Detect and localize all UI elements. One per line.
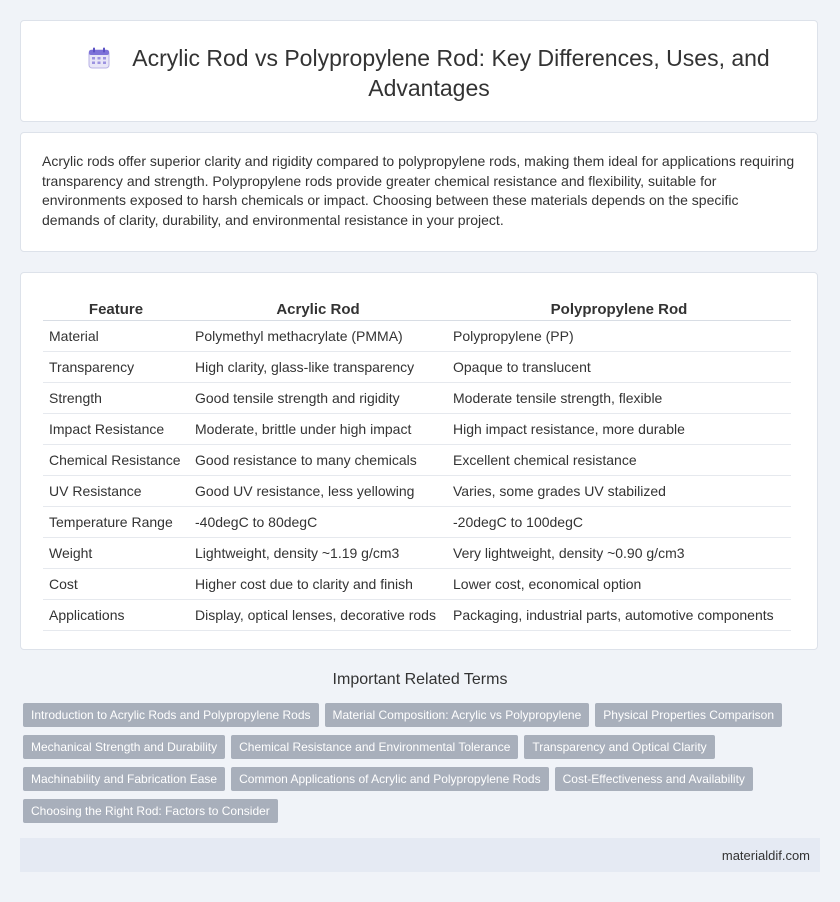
related-terms-title: Important Related Terms (332, 671, 508, 688)
table-cell: -40degC to 80degC (189, 507, 447, 538)
table-row (43, 414, 791, 445)
table-cell: Good resistance to many chemicals (189, 445, 447, 476)
table-cell: Polymethyl methacrylate (PMMA) (189, 321, 447, 352)
table-cell: Good UV resistance, less yellowing (189, 476, 447, 507)
table-row (43, 476, 791, 507)
related-term-tag[interactable]: Physical Properties Comparison (595, 703, 782, 727)
table-cell: Moderate, brittle under high impact (189, 414, 447, 445)
related-term-tag[interactable]: Chemical Resistance and Environmental Tolerance (231, 735, 518, 759)
related-term-tag[interactable]: Transparency and Optical Clarity (524, 735, 714, 759)
related-term-tag[interactable]: Mechanical Strength and Durability (23, 735, 225, 759)
table-cell: Display, optical lenses, decorative rods (189, 600, 447, 631)
related-term-tag[interactable]: Common Applications of Acrylic and Polypropylene Rods (231, 767, 549, 791)
table-cell: Lightweight, density ~1.19 g/cm3 (189, 538, 447, 569)
footer (20, 838, 820, 872)
footer-site-link[interactable]: materialdif.com (721, 848, 810, 863)
table-row (43, 321, 791, 352)
table-cell: -20degC to 100degC (447, 507, 791, 538)
table-cell: Transparency (43, 352, 189, 383)
table-row (43, 383, 791, 414)
table-body (43, 321, 791, 631)
table-cell: High impact resistance, more durable (447, 414, 791, 445)
intro-paragraph: Acrylic rods offer superior clarity and rigidity compared to polypropylene rods, making them ideal for applications requiring transparency and strength. Polypropylene rods provide greater chemical resistance and flexibility, suitable for environments exposed to harsh chemicals or impact. Choosing between these materials depends on the specific demands of clarity, durability, and environmental resistance in your project. (42, 153, 795, 228)
table-row (43, 507, 791, 538)
table-row (43, 352, 791, 383)
table-cell: High clarity, glass-like transparency (189, 352, 447, 383)
table-cell: Higher cost due to clarity and finish (189, 569, 447, 600)
table-cell: Very lightweight, density ~0.90 g/cm3 (447, 538, 791, 569)
table-header-row (43, 295, 791, 321)
table-cell: Impact Resistance (43, 414, 189, 445)
table-cell: Lower cost, economical option (447, 569, 791, 600)
table-cell: Varies, some grades UV stabilized (447, 476, 791, 507)
table-cell: Chemical Resistance (43, 445, 189, 476)
related-term-tag[interactable]: Machinability and Fabrication Ease (23, 767, 225, 791)
table-cell: Strength (43, 383, 189, 414)
table-cell: Polypropylene (PP) (447, 321, 791, 352)
table-row (43, 600, 791, 631)
intro-card (20, 132, 818, 252)
related-terms-list (23, 703, 823, 831)
comparison-table-card (20, 272, 818, 650)
calendar-icon (88, 46, 110, 68)
table-cell: Weight (43, 538, 189, 569)
related-term-tag[interactable]: Introduction to Acrylic Rods and Polypropylene Rods (23, 703, 319, 727)
header-card (20, 20, 818, 122)
page-title: Acrylic Rod vs Polypropylene Rod: Key Differences, Uses, and Advantages (132, 45, 770, 101)
column-header-polypropylene: Polypropylene Rod (447, 295, 791, 321)
related-term-tag[interactable]: Material Composition: Acrylic vs Polypropylene (325, 703, 590, 727)
table-cell: Excellent chemical resistance (447, 445, 791, 476)
related-term-tag[interactable]: Cost-Effectiveness and Availability (555, 767, 753, 791)
table-cell: Cost (43, 569, 189, 600)
table-cell: Moderate tensile strength, flexible (447, 383, 791, 414)
page-title-wrap (81, 43, 777, 103)
table-cell: Good tensile strength and rigidity (189, 383, 447, 414)
table-row (43, 445, 791, 476)
table-cell: Opaque to translucent (447, 352, 791, 383)
column-header-feature: Feature (43, 295, 189, 321)
table-cell: Temperature Range (43, 507, 189, 538)
table-row (43, 569, 791, 600)
table-row (43, 538, 791, 569)
table-cell: Applications (43, 600, 189, 631)
comparison-table (43, 295, 791, 631)
column-header-acrylic: Acrylic Rod (189, 295, 447, 321)
table-cell: UV Resistance (43, 476, 189, 507)
table-cell: Packaging, industrial parts, automotive components (447, 600, 791, 631)
table-cell: Material (43, 321, 189, 352)
related-term-tag[interactable]: Choosing the Right Rod: Factors to Consider (23, 799, 278, 823)
